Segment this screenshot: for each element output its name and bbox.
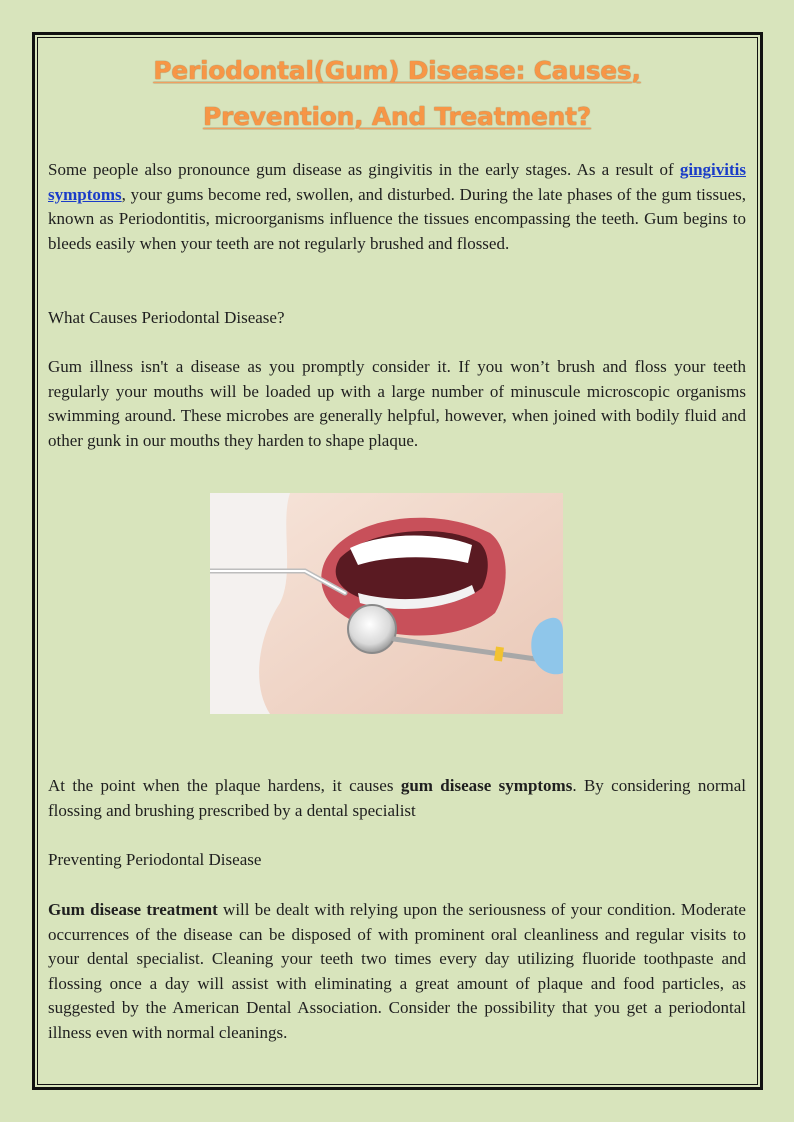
- title-line-1: Periodontal(Gum) Disease: Causes,: [153, 56, 641, 85]
- gum-disease-treatment-bold: Gum disease treatment: [48, 900, 218, 919]
- dental-exam-photo: [210, 493, 563, 714]
- treatment-paragraph: [48, 898, 746, 1046]
- intro-paragraph: [48, 158, 746, 256]
- intro-text-end: , your gums become red, swollen, and disturbed. During the late phases of the gum tissues, known as Periodontitis, microorganisms influence the tissues encompassing the teeth. Gum begins to bleeds easily when your teeth are not regularly brushed and flossed.: [48, 184, 746, 253]
- treatment-text: will be dealt with relying upon the seriousness of your condition. Moderate occurrences of the disease can be disposed of with prominent oral cleanliness and regular visits to your dental specialist. Cleaning your teeth two times every day utilizing fluoride toothpaste and flossing once a day will assist with eliminating a great amount of plaque and food particles, as suggested by the American Dental Association. Consider the possibility that you get a periodontal illness even with normal cleanings.: [48, 900, 746, 1042]
- gingivitis-symptoms-link[interactable]: gingivitis symptoms: [48, 160, 746, 204]
- intro-text-start: Some people also pronounce gum disease as gingivitis in the early stages. As a result of: [48, 160, 680, 179]
- heading-causes: What Causes Periodontal Disease?: [48, 308, 285, 327]
- page-title: [60, 48, 734, 140]
- causes-paragraph: Gum illness isn't a disease as you promptly consider it. If you won’t brush and floss your teeth regularly your mouths will be loaded up with a large number of minuscule microscopic organisms swimming around. These microbes are generally helpful, however, when joined with bodily fluid and other gunk in our mouths they harden to shape plaque.: [48, 357, 746, 450]
- plaque-paragraph: [48, 774, 746, 823]
- heading-preventing: Preventing Periodontal Disease: [48, 850, 262, 869]
- plaque-text-end: . By considering normal flossing and brushing prescribed by a dental specialist: [48, 776, 746, 820]
- plaque-text-start: At the point when the plaque hardens, it causes: [48, 776, 401, 795]
- title-line-2: Prevention, And Treatment?: [203, 102, 591, 131]
- gum-disease-symptoms-bold: gum disease symptoms: [400, 776, 573, 795]
